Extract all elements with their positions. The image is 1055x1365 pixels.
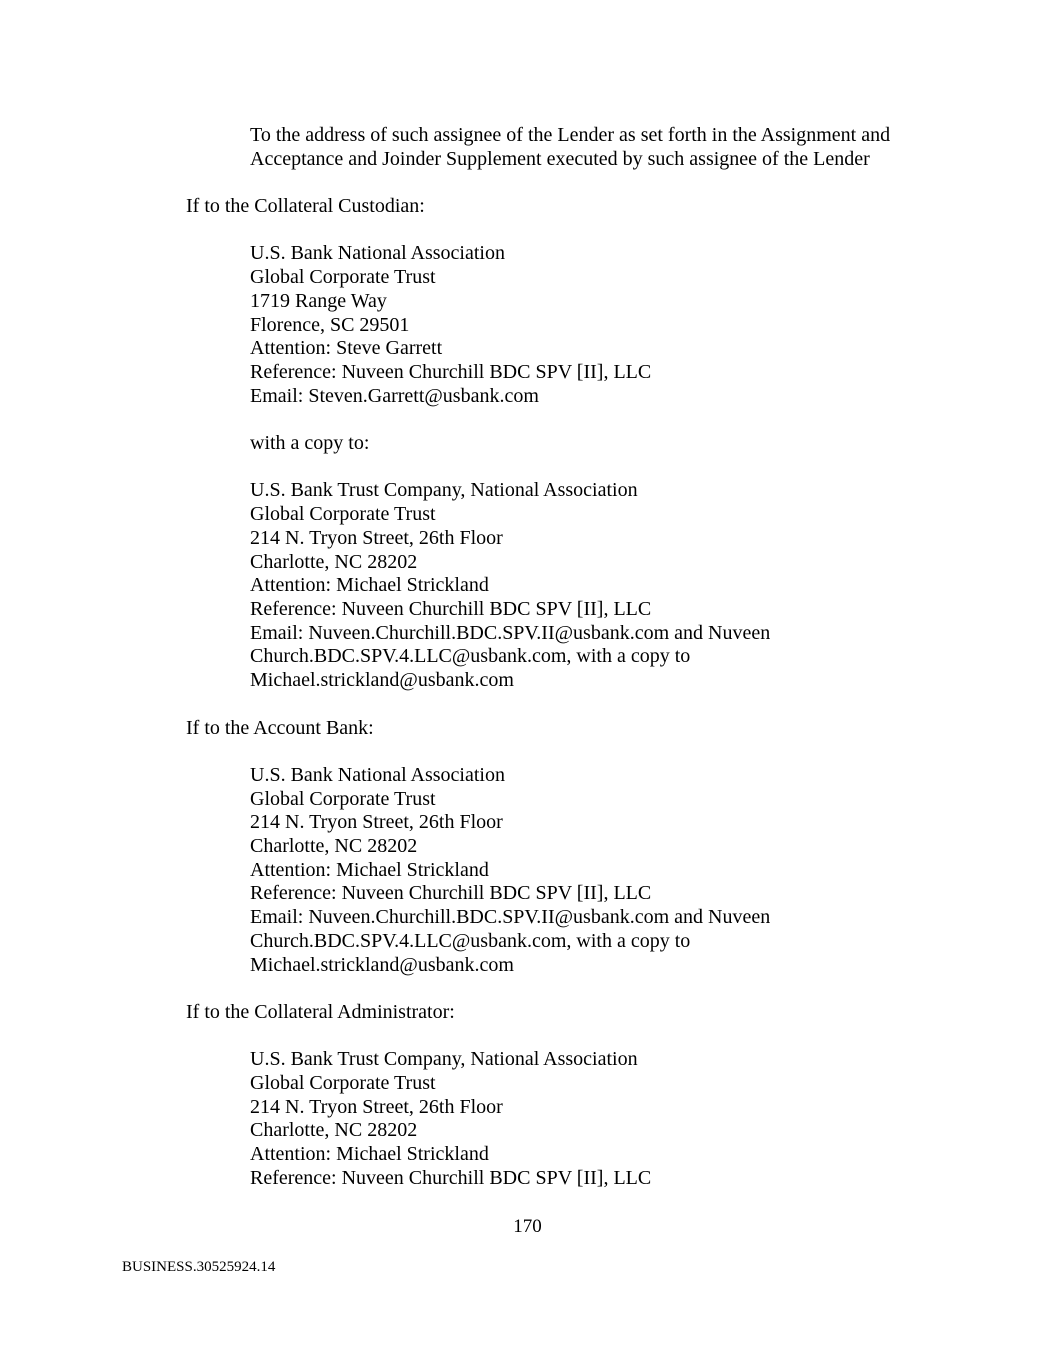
address-line: Charlotte, NC 28202: [250, 550, 418, 573]
address-line: Email: Nuveen.Churchill.BDC.SPV.II@usbank.com and Nuveen: [250, 906, 771, 929]
address-line: U.S. Bank National Association: [250, 763, 505, 786]
address-line: U.S. Bank Trust Company, National Association: [250, 479, 638, 502]
address-line: U.S. Bank Trust Company, National Association: [250, 1048, 638, 1071]
address-line: Charlotte, NC 28202: [250, 1119, 418, 1142]
paragraph-line: To the address of such assignee of the Lender as set forth in the Assignment and: [250, 124, 891, 146]
address-line: Church.BDC.SPV.4.LLC@usbank.com, with a copy to: [250, 645, 691, 668]
address-line: Email: Steven.Garrett@usbank.com: [250, 384, 539, 407]
address-line: 214 N. Tryon Street, 26th Floor: [250, 526, 503, 549]
paragraph-line: Acceptance and Joinder Supplement executed by such assignee of the Lender: [250, 147, 870, 170]
section-heading-account-bank: If to the Account Bank:: [186, 716, 374, 739]
address-line: Reference: Nuveen Churchill BDC SPV [II], LLC: [250, 1166, 652, 1189]
address-line: U.S. Bank National Association: [250, 242, 505, 265]
address-line: Global Corporate Trust: [250, 787, 436, 810]
address-line: 1719 Range Way: [250, 289, 387, 312]
address-line: Reference: Nuveen Churchill BDC SPV [II], LLC: [250, 361, 652, 383]
address-line: Reference: Nuveen Churchill BDC SPV [II], LLC: [250, 882, 652, 905]
document-id: BUSINESS.30525924.14: [122, 1259, 276, 1275]
address-line: Global Corporate Trust: [250, 266, 436, 289]
copy-note: with a copy to:: [250, 432, 370, 455]
intro-paragraph: [250, 124, 1055, 171]
address-line: Global Corporate Trust: [250, 1072, 436, 1094]
address-line: Attention: Steve Garrett: [250, 337, 443, 360]
address-line: Reference: Nuveen Churchill BDC SPV [II], LLC: [250, 598, 652, 620]
address-block-account-bank: [250, 764, 1055, 977]
address-block-copy: [250, 479, 1055, 692]
address-line: Attention: Michael Strickland: [250, 1143, 489, 1166]
address-line: Michael.strickland@usbank.com: [250, 669, 514, 692]
address-line: Florence, SC 29501: [250, 313, 410, 336]
section-heading-collateral-administrator: If to the Collateral Administrator:: [186, 1000, 455, 1023]
document-body: [0, 124, 1055, 1214]
page-number: 170: [513, 1216, 542, 1237]
address-line: 214 N. Tryon Street, 26th Floor: [250, 811, 503, 834]
address-line: Global Corporate Trust: [250, 503, 436, 526]
address-block-collateral-custodian: [250, 242, 1055, 408]
address-line: Attention: Michael Strickland: [250, 574, 489, 597]
address-line: Church.BDC.SPV.4.LLC@usbank.com, with a copy to: [250, 929, 691, 952]
address-line: Michael.strickland@usbank.com: [250, 953, 514, 976]
address-line: Attention: Michael Strickland: [250, 858, 489, 881]
address-block-collateral-administrator: [250, 1048, 1055, 1190]
address-line: 214 N. Tryon Street, 26th Floor: [250, 1095, 503, 1118]
address-line: Email: Nuveen.Churchill.BDC.SPV.II@usbank.com and Nuveen: [250, 621, 771, 644]
address-line: Charlotte, NC 28202: [250, 835, 418, 857]
section-heading-collateral-custodian: If to the Collateral Custodian:: [186, 195, 425, 218]
